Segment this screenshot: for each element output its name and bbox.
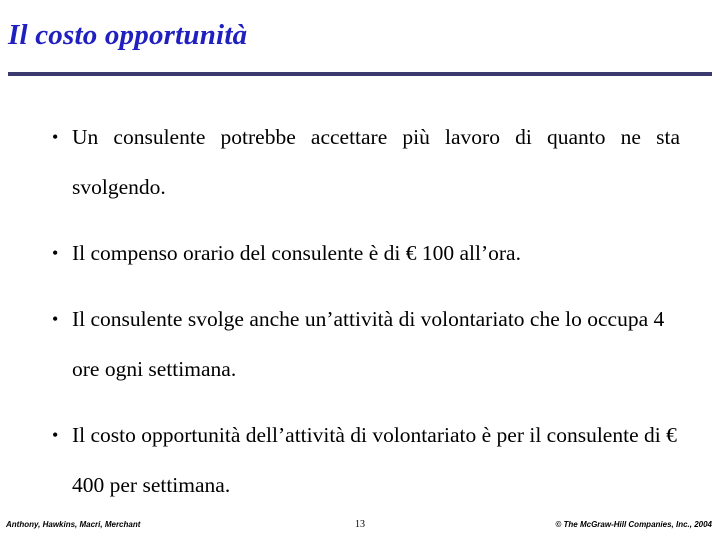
list-item xyxy=(44,228,680,278)
bullet-marker-icon: • xyxy=(52,127,59,147)
bullet-text: Il costo opportunità dell’attività di volontariato è per il consulente di € 400 per settimana. xyxy=(72,423,677,497)
bullet-marker-icon: • xyxy=(52,425,59,445)
bullet-text: Il compenso orario del consulente è di € 100 all’ora. xyxy=(72,241,521,265)
bullet-list xyxy=(44,112,680,510)
bullet-text: Il consulente svolge anche un’attività di volontariato che lo occupa 4 ore ogni settimana. xyxy=(72,307,665,381)
footer-page-number: 13 xyxy=(355,519,365,530)
bullet-text: Un consulente potrebbe accettare più lavoro di quanto ne sta svolgendo. xyxy=(72,125,680,199)
list-item xyxy=(44,410,680,510)
footer-authors: Anthony, Hawkins, Macri, Merchant xyxy=(6,520,141,529)
bullet-marker-icon: • xyxy=(52,243,59,263)
bullet-marker-icon: • xyxy=(52,309,59,329)
list-item xyxy=(44,112,680,212)
footer-copyright: © The McGraw-Hill Companies, Inc., 2004 xyxy=(555,520,712,529)
page-title: Il costo opportunità xyxy=(8,19,248,51)
title-divider-rule xyxy=(8,72,712,76)
list-item xyxy=(44,294,680,394)
